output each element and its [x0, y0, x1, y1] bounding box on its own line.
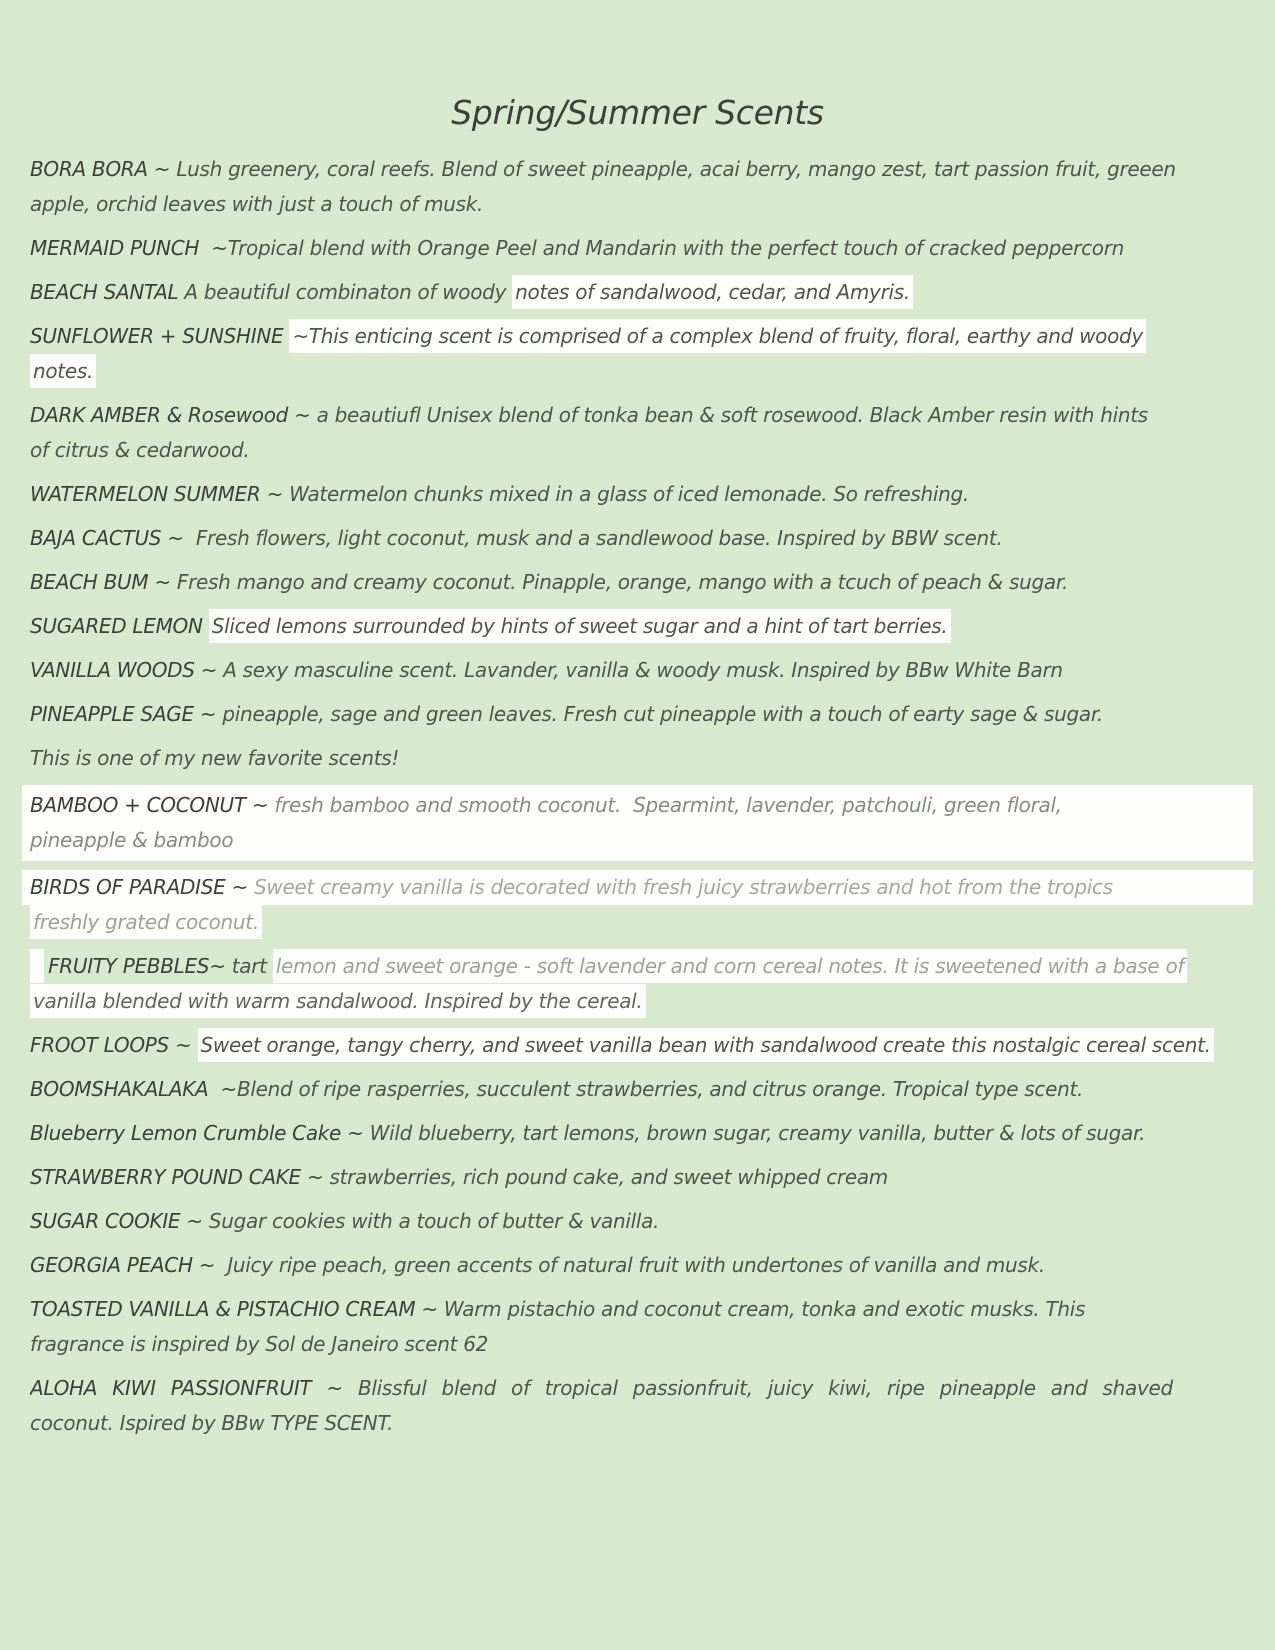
text-line	[30, 609, 1245, 644]
scent-description: This is one of my new favorite scents!	[30, 746, 400, 770]
scent-description: Blissful blend of tropical passionfruit, juicy kiwi, ripe pineapple and shaved	[357, 1376, 1173, 1400]
text-line	[30, 1028, 1245, 1063]
scent-description: Juicy ripe peach, green accents of natural fruit with undertones of vanilla and musk.	[227, 1253, 1045, 1277]
text-line	[30, 697, 1245, 732]
highlighted-text: notes.	[30, 354, 96, 388]
scent-name: Blueberry Lemon Crumble Cake ~	[30, 1121, 370, 1145]
text-line	[30, 1160, 1245, 1195]
scent-name: GEORGIA PEACH ~	[30, 1253, 228, 1277]
scent-paragraph	[30, 1371, 1245, 1441]
text-line	[30, 1406, 1245, 1441]
text-line	[30, 1248, 1245, 1283]
highlighted-text: freshly grated coconut.	[30, 905, 262, 939]
text-line	[30, 788, 1245, 823]
text-line	[30, 477, 1245, 512]
highlighted-text: ~This enticing scent is comprised of a complex blend of fruity, floral, earthy and woody	[289, 319, 1146, 353]
text-line	[30, 152, 1245, 187]
scent-paragraph	[22, 785, 1253, 861]
text-line	[30, 187, 1245, 222]
scent-name: VANILLA WOODS ~	[30, 658, 224, 682]
scent-description: Tropical blend with Orange Peel and Mandarin with the perfect touch of cracked peppercorn	[227, 236, 1125, 260]
highlighted-text	[30, 949, 44, 983]
text-line	[30, 319, 1245, 354]
scent-paragraph	[30, 152, 1245, 222]
scent-name: BAJA CACTUS ~	[30, 526, 196, 550]
scent-description: fragrance is inspired by Sol de Janeiro scent 62	[30, 1332, 489, 1356]
scent-paragraph	[30, 741, 1245, 776]
scent-description: Watermelon chunks mixed in a glass of iced lemonade. So refreshing.	[289, 482, 969, 506]
scent-description: Fresh mango and creamy coconut. Pinapple, orange, mango with a tcuch of peach & sugar.	[176, 570, 1069, 594]
scent-name: FRUITY PEBBLES~	[48, 954, 232, 978]
text-line	[30, 433, 1245, 468]
highlighted-text: lemon and sweet orange - soft lavender and corn cereal notes. It is sweetened with a base of	[273, 949, 1187, 983]
scent-description: A beautiful combinaton of woody	[184, 280, 513, 304]
text-line	[30, 1371, 1245, 1406]
scent-description: pineapple, sage and green leaves. Fresh cut pineapple with a touch of earty sage & sugar.	[222, 702, 1103, 726]
scent-name: BAMBOO + COCONUT ~	[30, 793, 275, 817]
scent-name: SUGAR COOKIE ~	[30, 1209, 209, 1233]
scent-name: BEACH BUM ~	[30, 570, 177, 594]
text-line	[30, 653, 1245, 688]
scent-description: strawberries, rich pound cake, and sweet whipped cream	[329, 1165, 888, 1189]
scent-description: Sweet creamy vanilla is decorated with fresh juicy strawberries and hot from the tropics	[254, 875, 1113, 899]
highlighted-text: vanilla blended with warm sandalwood. Inspired by the cereal.	[30, 984, 646, 1018]
scent-paragraph	[30, 565, 1245, 600]
scent-paragraph	[30, 1248, 1245, 1283]
text-line	[30, 398, 1245, 433]
scent-description: apple, orchid leaves with just a touch of musk.	[30, 192, 484, 216]
scent-description: of citrus & cedarwood.	[30, 438, 250, 462]
text-line	[30, 1327, 1245, 1362]
scent-name: BOOMSHAKALAKA ~	[30, 1077, 237, 1101]
scent-paragraph	[30, 1116, 1245, 1151]
scent-description: Sugar cookies with a touch of butter & vanilla.	[208, 1209, 660, 1233]
scent-paragraph	[30, 697, 1245, 732]
text-line	[30, 984, 1245, 1019]
scent-paragraph	[30, 1204, 1245, 1239]
scent-name: BEACH SANTAL	[30, 280, 185, 304]
scent-description: Blend of ripe rasperries, succulent strawberries, and citrus orange. Tropical type scent.	[236, 1077, 1084, 1101]
scent-name: MERMAID PUNCH ~	[30, 236, 228, 260]
scent-paragraph	[30, 1292, 1245, 1362]
scent-paragraph	[30, 870, 1245, 940]
scent-paragraph	[30, 275, 1245, 310]
scent-description: pineapple & bamboo	[30, 828, 234, 852]
scent-paragraph	[30, 1028, 1245, 1063]
scent-list	[30, 152, 1245, 1441]
scent-paragraph	[30, 1160, 1245, 1195]
highlighted-text: Sweet orange, tangy cherry, and sweet vanilla bean with sandalwood create this nostalgic cereal scent.	[198, 1028, 1214, 1062]
scent-paragraph	[30, 398, 1245, 468]
scent-paragraph	[30, 231, 1245, 266]
scent-description: tart	[231, 954, 273, 978]
scent-paragraph	[30, 609, 1245, 644]
highlighted-text: notes of sandalwood, cedar, and Amyris.	[512, 275, 913, 309]
text-line	[30, 354, 1245, 389]
text-line	[30, 565, 1245, 600]
scent-name: SUGARED LEMON	[30, 614, 209, 638]
scent-description: A sexy masculine scent. Lavander, vanilla & woody musk. Inspired by BBw White Barn	[223, 658, 1063, 682]
scent-name: TOASTED VANILLA & PISTACHIO CREAM ~	[30, 1297, 444, 1321]
text-line	[30, 949, 1245, 984]
scent-name: BIRDS OF PARADISE ~	[30, 875, 255, 899]
scent-name: SUNFLOWER + SUNSHINE	[30, 324, 290, 348]
scent-description: coconut. Ispired by BBw TYPE SCENT.	[30, 1411, 394, 1435]
scent-paragraph	[30, 949, 1245, 1019]
text-line	[30, 1116, 1245, 1151]
scent-paragraph	[30, 477, 1245, 512]
scent-paragraph	[30, 319, 1245, 389]
highlighted-text: Sliced lemons surrounded by hints of sweet sugar and a hint of tart berries.	[209, 609, 951, 643]
scent-description: Fresh flowers, light coconut, musk and a sandlewood base. Inspired by BBW scent.	[195, 526, 1003, 550]
scent-description: Wild blueberry, tart lemons, brown sugar, creamy vanilla, butter & lots of sugar.	[369, 1121, 1146, 1145]
text-line	[30, 275, 1245, 310]
scent-name: WATERMELON SUMMER ~	[30, 482, 290, 506]
text-line	[30, 905, 1245, 940]
scent-description: Lush greenery, coral reefs. Blend of sweet pineapple, acai berry, mango zest, tart passion fruit, greeen	[176, 157, 1176, 181]
text-line	[30, 741, 1245, 776]
text-line	[22, 870, 1253, 905]
text-line	[30, 231, 1245, 266]
scent-name: PINEAPPLE SAGE ~	[30, 702, 223, 726]
text-line	[30, 1204, 1245, 1239]
scent-name: DARK AMBER & Rosewood ~	[30, 403, 317, 427]
scent-paragraph	[30, 653, 1245, 688]
page-title: Spring/Summer Scents	[451, 93, 824, 132]
scent-name: FROOT LOOPS ~	[30, 1033, 198, 1057]
text-line	[30, 1072, 1245, 1107]
scent-paragraph	[30, 521, 1245, 556]
scent-name: STRAWBERRY POUND CAKE ~	[30, 1165, 330, 1189]
scent-name: ALOHA KIWI PASSIONFRUIT ~	[30, 1376, 358, 1400]
scent-description: fresh bamboo and smooth coconut. Spearmint, lavender, patchouli, green floral,	[274, 793, 1062, 817]
scent-description: Warm pistachio and coconut cream, tonka and exotic musks. This	[443, 1297, 1086, 1321]
scent-name: BORA BORA ~	[30, 157, 177, 181]
scent-paragraph	[30, 1072, 1245, 1107]
text-line	[30, 521, 1245, 556]
text-line	[30, 1292, 1245, 1327]
text-line	[30, 823, 1245, 858]
scent-description: a beautiufl Unisex blend of tonka bean & soft rosewood. Black Amber resin with hints	[316, 403, 1148, 427]
